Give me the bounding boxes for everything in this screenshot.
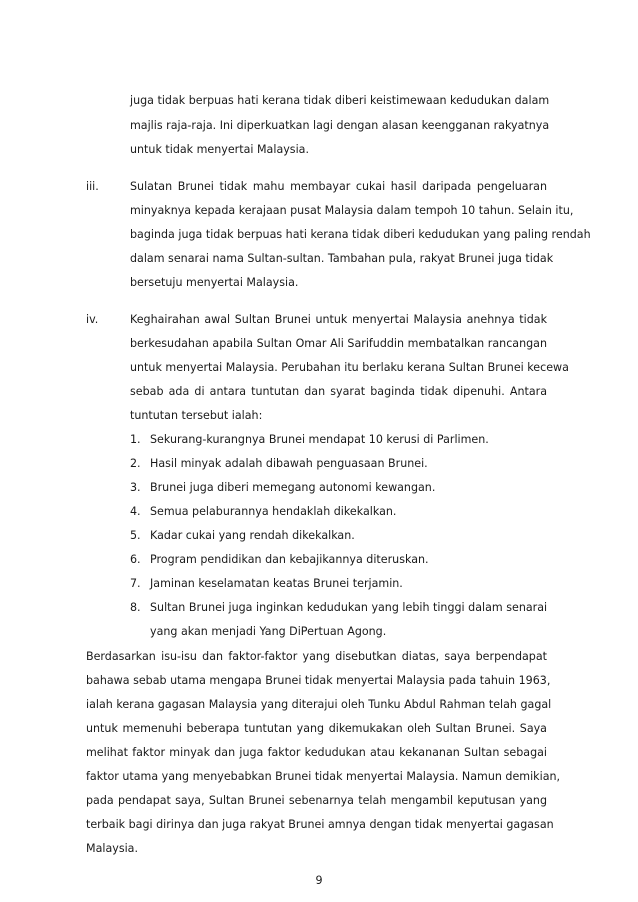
text-line: Malaysia. <box>86 842 139 855</box>
demand-number: 2. <box>130 457 141 470</box>
demand-number: 1. <box>130 433 141 446</box>
text-line: untuk memenuhi beberapa tuntutan yang dikemukakan oleh Sultan Brunei. Saya <box>86 722 547 735</box>
text-line: pada pendapat saya, Sultan Brunei sebenarnya telah mengambil keputusan yang <box>86 794 547 807</box>
text-line: tuntutan tersebut ialah: <box>130 409 263 422</box>
demand-text: Jaminan keselamatan keatas Brunei terjamin. <box>150 577 403 590</box>
list-marker: iv. <box>86 313 99 326</box>
text-line: melihat faktor minyak dan juga faktor kedudukan atau kekananan Sultan sebagai <box>86 746 547 759</box>
text-line: bersetuju menyertai Malaysia. <box>130 276 299 289</box>
text-line: berkesudahan apabila Sultan Omar Ali Sarifuddin membatalkan rancangan <box>130 337 547 350</box>
demand-text: Sekurang-kurangnya Brunei mendapat 10 kerusi di Parlimen. <box>150 433 489 446</box>
demand-text-continuation: yang akan menjadi Yang DiPertuan Agong. <box>150 625 387 638</box>
text-line: Sulatan Brunei tidak mahu membayar cukai hasil daripada pengeluaran <box>130 180 547 193</box>
demand-text: Semua pelaburannya hendaklah dikekalkan. <box>150 505 397 518</box>
text-line: untuk tidak menyertai Malaysia. <box>130 143 309 156</box>
demand-text: Sultan Brunei juga inginkan kedudukan yang lebih tinggi dalam senarai <box>150 601 548 614</box>
text-line: sebab ada di antara tuntutan dan syarat baginda tidak dipenuhi. Antara <box>130 385 547 398</box>
demand-number: 6. <box>130 553 141 566</box>
demand-number: 4. <box>130 505 141 518</box>
text-line: majlis raja-raja. Ini diperkuatkan lagi dengan alasan keengganan rakyatnya <box>130 119 550 132</box>
list-marker: iii. <box>86 180 99 193</box>
text-line: untuk menyertai Malaysia. Perubahan itu berlaku kerana Sultan Brunei kecewa <box>130 361 569 374</box>
demand-number: 3. <box>130 481 141 494</box>
demand-number: 7. <box>130 577 141 590</box>
text-line: ialah kerana gagasan Malaysia yang diterajui oleh Tunku Abdul Rahman telah gagal <box>86 698 552 711</box>
text-line: Keghairahan awal Sultan Brunei untuk menyertai Malaysia anehnya tidak <box>130 313 547 326</box>
text-line: faktor utama yang menyebabkan Brunei tidak menyertai Malaysia. Namun demikian, <box>86 770 561 783</box>
text-line: dalam senarai nama Sultan-sultan. Tambahan pula, rakyat Brunei juga tidak <box>130 252 554 265</box>
demand-text: Hasil minyak adalah dibawah penguasaan Brunei. <box>150 457 428 470</box>
text-line: juga tidak berpuas hati kerana tidak diberi keistimewaan kedudukan dalam <box>130 94 550 107</box>
text-line: bahawa sebab utama mengapa Brunei tidak menyertai Malaysia pada tahuin 1963, <box>86 674 551 687</box>
demand-number: 8. <box>130 601 141 614</box>
page-number: 9 <box>315 874 323 887</box>
text-line: terbaik bagi dirinya dan juga rakyat Brunei amnya dengan tidak menyertai gagasan <box>86 818 554 831</box>
demand-number: 5. <box>130 529 141 542</box>
text-line: Berdasarkan isu-isu dan faktor-faktor yang disebutkan diatas, saya berpendapat <box>86 650 547 663</box>
demand-text: Program pendidikan dan kebajikannya diteruskan. <box>150 553 429 566</box>
demand-text: Brunei juga diberi memegang autonomi kewangan. <box>150 481 436 494</box>
demand-text: Kadar cukai yang rendah dikekalkan. <box>150 529 355 542</box>
text-line: baginda juga tidak berpuas hati kerana tidak diberi kedudukan yang paling rendah <box>130 228 591 241</box>
text-line: minyaknya kepada kerajaan pusat Malaysia dalam tempoh 10 tahun. Selain itu, <box>130 204 574 217</box>
